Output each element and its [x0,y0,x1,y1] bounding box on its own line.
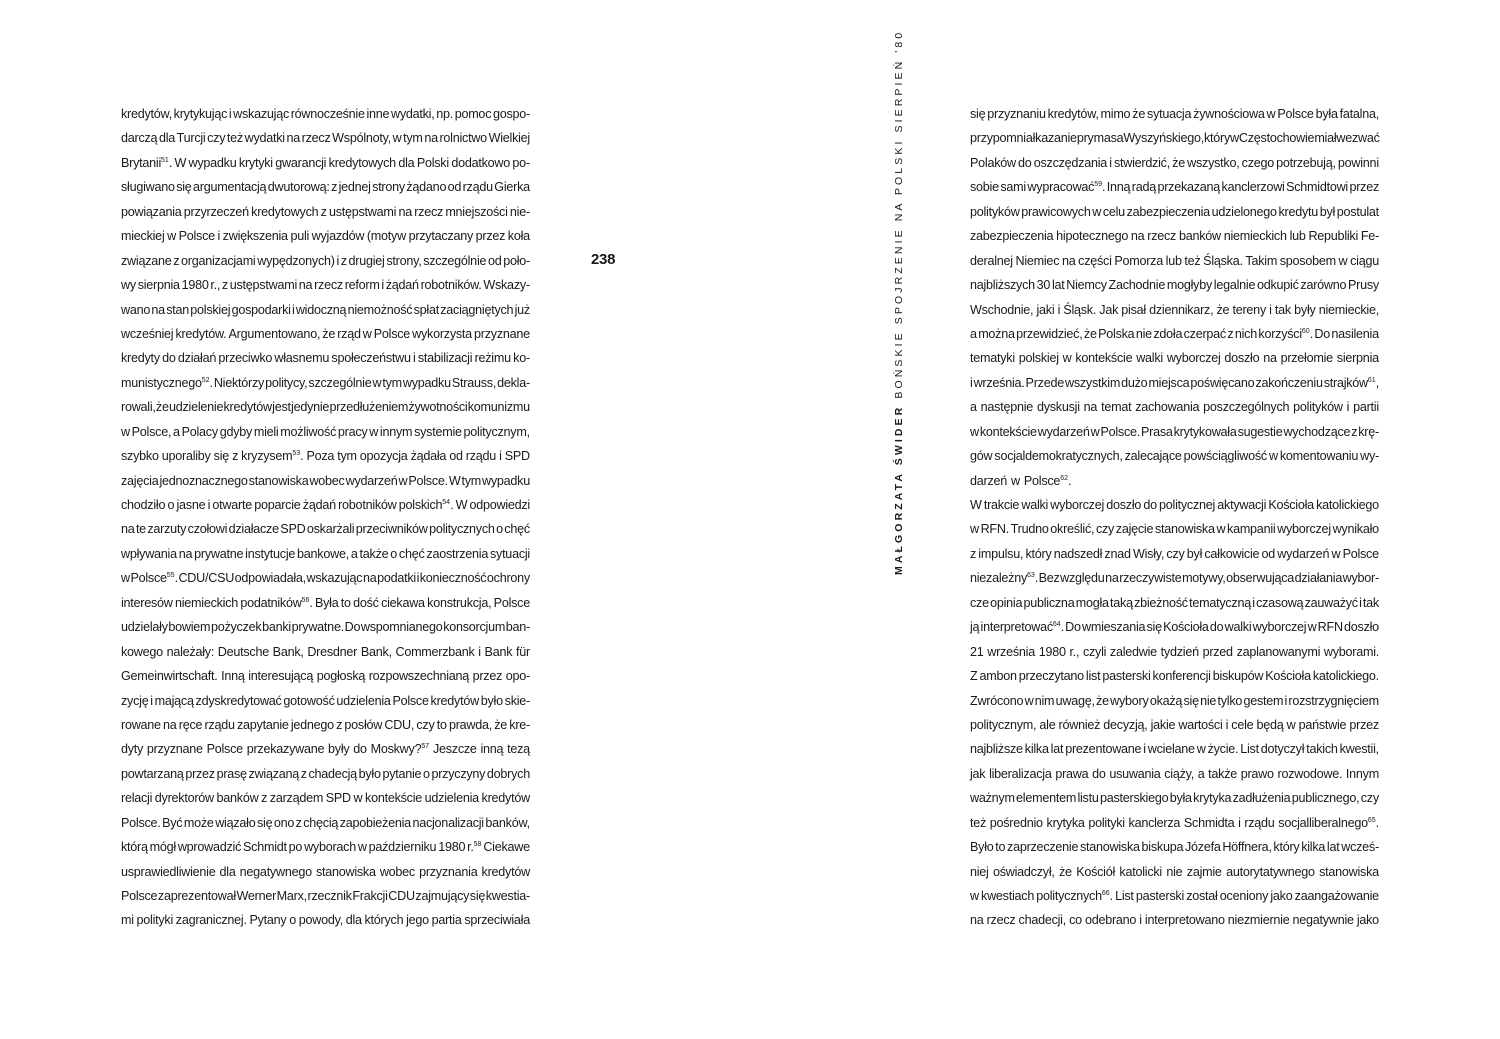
text-line: Gemeinwirtschaft. Inną interesującą pogłoską rozpowszechnianą przez opo- [121,669,530,684]
text-line: najbliższe kilka lat prezentowane i wcielane w życie. List dotyczył takich kwestii, [970,742,1379,757]
text-line: ważnym elementem listu pasterskiego była krytyka zadłużenia publicznego, czy [970,791,1379,806]
text-line: politycznym, ale również decyzją, jakie wartości i cele będą w państwie przez [970,717,1379,732]
text-line: kredyty do działań przeciwko własnemu społeczeństwu i stabilizacji reżimu ko- [121,351,530,366]
text-line: dyty przyznane Polsce przekazywane były do Moskwy?$^{57}$ Jeszcze inną tezą [121,742,530,757]
text-line: Brytanii$^{51}$. W wypadku krytyki gwarancji kredytowych dla Polski dodatkowo po- [121,155,530,170]
text-line: Polsce. Być może wiązało się ono z chęcią zapobieżenia nacjonalizacji banków, [121,815,530,830]
text-line: tematyki polskiej w kontekście walki wyborczej doszło na przełomie sierpnia [970,351,1379,366]
text-line: rowali, że udzielenie kredytów jest jedynie przedłużeniem żywotności komunizmu [121,400,530,415]
text-line: interesów niemieckich podatników$^{56}$. Była to dość ciekawa konstrukcja, Polsce [121,595,530,610]
text-line: w RFN. Trudno określić, czy zajęcie stanowiska w kampanii wyborczej wynikało [970,522,1379,537]
text-line: powtarzaną przez prasę związaną z chadecją było pytanie o przyczyny dobrych [121,766,530,781]
text-line: W trakcie walki wyborczej doszło do politycznej aktywacji Kościoła katolickiego [970,498,1379,512]
text-line: w Polsce$^{55}$. CDU/CSU odpowiadała, wskazując na podatki i konieczność ochrony [121,571,530,586]
text-line: Było to zaprzeczenie stanowiska biskupa Józefa Höffnera, który kilka lat wcześ- [970,840,1379,855]
text-line: mieckiej w Polsce i zwiększenia puli wyjazdów (motyw przytaczany przez koła [121,229,530,244]
text-line: 21 września 1980 r., czyli zaledwie tydzień przed zaplanowanymi wyborami. [970,644,1379,659]
text-line: zajęcia jednoznacznego stanowiska wobec wydarzeń w Polsce. W tym wypadku [121,473,530,488]
text-line: jak liberalizacja prawa do usuwania ciąży, a także prawo rozwodowe. Innym [970,766,1379,781]
text-line: cze opinia publiczna mogła taką zbieżność tematyczną i czasową zauważyć i tak [970,595,1379,610]
text-line: na te zarzuty czołowi działacze SPD oskarżali przeciwników politycznych o chęć [121,522,530,537]
text-line: Polaków do oszczędzania i stwierdzić, że wszystko, czego potrzebują, powinni [970,155,1379,170]
page-number: 238 [591,251,616,268]
text-line: mi polityki zagranicznej. Pytany o powody, dla których jego partia sprzeciwiała [121,913,530,928]
text-line: Z ambon przeczytano list pasterski konferencji biskupów Kościoła katolickiego. [970,669,1379,684]
text-line: Polsce zaprezentował Werner Marx, rzecznik Frakcji CDU zajmujący się kwestia- [121,889,530,903]
text-line: udzielały bowiem pożyczek banki prywatne. Do wspomnianego konsorcjum ban- [121,620,530,635]
text-line: powiązania przyrzeczeń kredytowych z ustępstwami na rzecz mniejszości nie- [121,204,530,219]
text-line: z impulsu, który nadszedł znad Wisły, czy był całkowicie od wydarzeń w Polsce [970,546,1379,561]
text-line: w kontekście wydarzeń w Polsce. Prasa krytykowała sugestie wychodzące z krę- [970,424,1379,439]
text-line: chodziło o jasne i otwarte poparcie żądań robotników polskich$^{54}$. W odpowiedzi [121,498,530,512]
text-line: a następnie dyskusji na temat zachowania poszczególnych polityków i partii [970,400,1379,415]
text-line: sobie sami wypracować$^{59}$. Inną radą przekazaną kanclerzowi Schmidtowi przez [970,180,1379,195]
right-column-text [970,102,1379,933]
text-line: którą mógł wprowadzić Schmidt po wyborach w październiku 1980 r.$^{58}$ Ciekawe [121,840,530,855]
text-line: związane z organizacjami wypędzonych) i z drugiej strony, szczególnie od poło- [121,253,530,268]
text-line: wcześniej kredytów. Argumentowano, że rząd w Polsce wykorzysta przyznane [121,326,530,341]
text-line: Zwrócono w nim uwagę, że wybory okażą się nie tylko gestem i rozstrzygnięciem [970,693,1379,708]
text-line: ją interpretować$^{64}$. Do wmieszania się Kościoła do walki wyborczej w RFN doszło [970,620,1379,635]
text-line: Wschodnie, jaki i Śląsk. Jak pisał dziennikarz, że tereny i tak były niemieckie, [970,302,1379,317]
text-line: i września. Przede wszystkim dużo miejsca poświęcano zakończeniu strajków$^{61}$, [970,375,1379,390]
left-column-text [121,102,530,933]
text-line: usprawiedliwienie dla negatywnego stanowiska wobec przyznania kredytów [121,864,530,879]
text-line: darzeń w Polsce$^{62}$. [970,473,1072,488]
text-line: przypomniał kazanie prymasa Wyszyńskiego, który w Częstochowie miał wezwać [970,131,1380,146]
text-line: rowane na ręce rządu zapytanie jednego z posłów CDU, czy to prawda, że kre- [121,717,530,732]
text-line: niej oświadczył, że Kościół katolicki nie zajmie autorytatywnego stanowiska [970,864,1379,879]
text-line: zycję i mającą zdyskredytować gotowość udzielenia Polsce kredytów było skie- [121,693,530,708]
text-line: najbliższych 30 lat Niemcy Zachodnie mogłyby legalnie odkupić zarówno Prusy [970,278,1379,293]
text-line: w kwestiach politycznych$^{66}$. List pasterski został oceniony jako zaangażowanie [970,889,1379,903]
text-line: kowego należały: Deutsche Bank, Dresdner Bank, Commerzbank i Bank für [121,644,530,659]
text-line: wy sierpnia 1980 r., z ustępstwami na rzecz reform i żądań robotników. Wskazy- [121,278,530,293]
text-line: w Polsce, a Polacy gdyby mieli możliwość pracy w innym systemie politycznym, [121,424,530,439]
text-line: sługiwano się argumentacją dwutorową: z jednej strony żądano od rządu Gierka [121,180,530,195]
text-line: na rzecz chadecji, co odebrano i interpretowano niezmiernie negatywnie jako [970,913,1379,928]
text-line: deralnej Niemiec na części Pomorza lub też Śląska. Takim sposobem w ciągu [970,253,1379,268]
text-line: darczą dla Turcji czy też wydatki na rzecz Wspólnoty, w tym na rolnictwo Wielkiej [121,131,530,146]
text-line: a można przewidzieć, że Polska nie zdoła czerpać z nich korzyści$^{60}$. Do nasilenia [970,326,1379,341]
text-line: też pośrednio krytyka polityki kanclerza Schmidta i rządu socjalliberalnego$^{65}$. [970,815,1379,830]
text-line: się przyznaniu kredytów, mimo że sytuacja żywnościowa w Polsce była fatalna, [970,107,1379,121]
running-header-title: BOŃSKIE SPOJRZENIE NA POLSKI SIERPIEŃ '80 [893,29,905,399]
text-line: wano na stan polskiej gospodarki i widoczną niemożność spłat zaciągniętych już [121,302,530,317]
text-line: relacji dyrektorów banków z zarządem SPD w kontekście udzielenia kredytów [121,791,530,806]
text-line: szybko uporaliby się z kryzysem$^{53}$. Poza tym opozycja żądała od rządu i SPD [121,449,530,464]
text-line: munistycznego$^{52}$. Niektórzy politycy, szczególnie w tym wypadku Strauss, dekla- [121,375,530,390]
running-header-author: MAŁGORZATA ŚWIDER [893,404,905,575]
text-line: niezależny$^{63}$. Bez względu na rzeczywiste motywy, obserwująca działania wybor- [970,571,1379,586]
text-line: polityków prawicowych w celu zabezpieczenia udzielonego kredytu był postulat [970,204,1379,219]
text-line: wpływania na prywatne instytucje bankowe, a także o chęć zaostrzenia sytuacji [121,546,530,561]
text-line: gów socjaldemokratycznych, zalecające powściągliwość w komentowaniu wy- [970,449,1379,464]
text-line: kredytów, krytykując i wskazując równocześnie inne wydatki, np. pomoc gospo- [121,107,530,121]
text-line: zabezpieczenia hipotecznego na rzecz banków niemieckich lub Republiki Fe- [970,229,1379,244]
